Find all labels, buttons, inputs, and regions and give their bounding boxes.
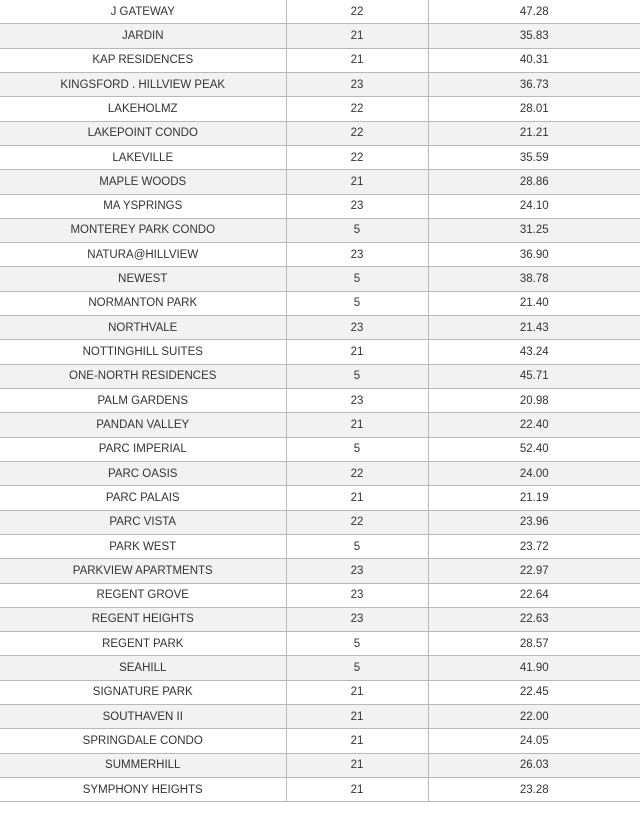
table-row — [0, 656, 640, 680]
district-cell: 5 — [286, 534, 428, 558]
district-cell: 5 — [286, 267, 428, 291]
value-cell: 41.90 — [428, 656, 640, 680]
table-row — [0, 437, 640, 461]
value-cell: 22.97 — [428, 559, 640, 583]
value-cell: 36.90 — [428, 243, 640, 267]
project-name-cell: PARC OASIS — [0, 461, 286, 485]
table-row — [0, 145, 640, 169]
value-cell: 22.63 — [428, 607, 640, 631]
project-name-cell: NORTHVALE — [0, 316, 286, 340]
table-row — [0, 194, 640, 218]
project-name-cell: NATURA@HILLVIEW — [0, 243, 286, 267]
district-cell: 23 — [286, 389, 428, 413]
project-name-cell: SPRINGDALE CONDO — [0, 729, 286, 753]
project-name-cell: ONE-NORTH RESIDENCES — [0, 364, 286, 388]
table-row — [0, 291, 640, 315]
district-cell: 23 — [286, 607, 428, 631]
project-name-cell: NORMANTON PARK — [0, 291, 286, 315]
project-name-cell: MAPLE WOODS — [0, 170, 286, 194]
district-cell: 23 — [286, 243, 428, 267]
district-cell: 23 — [286, 316, 428, 340]
project-name-cell: PANDAN VALLEY — [0, 413, 286, 437]
district-cell: 5 — [286, 656, 428, 680]
value-cell: 45.71 — [428, 364, 640, 388]
table-row — [0, 72, 640, 96]
value-cell: 24.05 — [428, 729, 640, 753]
district-cell: 21 — [286, 413, 428, 437]
district-cell: 21 — [286, 705, 428, 729]
project-name-cell: PARK WEST — [0, 534, 286, 558]
project-name-cell: SOUTHAVEN II — [0, 705, 286, 729]
value-cell: 31.25 — [428, 218, 640, 242]
project-name-cell: LAKEVILLE — [0, 145, 286, 169]
table-row — [0, 632, 640, 656]
table-row — [0, 24, 640, 48]
table-row — [0, 461, 640, 485]
project-name-cell: PARC IMPERIAL — [0, 437, 286, 461]
value-cell: 40.31 — [428, 48, 640, 72]
value-cell: 22.45 — [428, 680, 640, 704]
table-row — [0, 340, 640, 364]
value-cell: 24.00 — [428, 461, 640, 485]
district-cell: 5 — [286, 291, 428, 315]
table-row — [0, 267, 640, 291]
project-name-cell: NOTTINGHILL SUITES — [0, 340, 286, 364]
project-name-cell: SEAHILL — [0, 656, 286, 680]
table-row — [0, 218, 640, 242]
value-cell: 24.10 — [428, 194, 640, 218]
district-cell: 21 — [286, 680, 428, 704]
value-cell: 21.43 — [428, 316, 640, 340]
value-cell: 35.59 — [428, 145, 640, 169]
district-cell: 5 — [286, 218, 428, 242]
project-name-cell: SUMMERHILL — [0, 753, 286, 777]
value-cell: 21.40 — [428, 291, 640, 315]
value-cell: 21.19 — [428, 486, 640, 510]
table-row — [0, 680, 640, 704]
district-cell: 21 — [286, 24, 428, 48]
table-row — [0, 170, 640, 194]
table-row — [0, 48, 640, 72]
table-row — [0, 364, 640, 388]
project-name-cell: JARDIN — [0, 24, 286, 48]
district-cell: 22 — [286, 461, 428, 485]
table-row — [0, 0, 640, 24]
table-row — [0, 583, 640, 607]
project-name-cell: LAKEPOINT CONDO — [0, 121, 286, 145]
table-row — [0, 753, 640, 777]
district-cell: 23 — [286, 583, 428, 607]
value-cell: 22.64 — [428, 583, 640, 607]
value-cell: 43.24 — [428, 340, 640, 364]
table-row — [0, 705, 640, 729]
district-cell: 23 — [286, 72, 428, 96]
district-cell: 22 — [286, 0, 428, 24]
project-name-cell: REGENT HEIGHTS — [0, 607, 286, 631]
district-cell: 21 — [286, 753, 428, 777]
district-cell: 22 — [286, 145, 428, 169]
project-name-cell: REGENT PARK — [0, 632, 286, 656]
district-cell: 23 — [286, 194, 428, 218]
district-cell: 21 — [286, 170, 428, 194]
project-name-cell: NEWEST — [0, 267, 286, 291]
project-name-cell: J GATEWAY — [0, 0, 286, 24]
project-name-cell: LAKEHOLMZ — [0, 97, 286, 121]
project-name-cell: SYMPHONY HEIGHTS — [0, 778, 286, 802]
project-name-cell: PARKVIEW APARTMENTS — [0, 559, 286, 583]
value-cell: 28.57 — [428, 632, 640, 656]
district-cell: 5 — [286, 364, 428, 388]
district-cell: 22 — [286, 510, 428, 534]
value-cell: 28.86 — [428, 170, 640, 194]
value-cell: 36.73 — [428, 72, 640, 96]
table-row — [0, 607, 640, 631]
table-row — [0, 121, 640, 145]
project-name-cell: MONTEREY PARK CONDO — [0, 218, 286, 242]
value-cell: 22.00 — [428, 705, 640, 729]
value-cell: 23.28 — [428, 778, 640, 802]
value-cell: 23.72 — [428, 534, 640, 558]
value-cell: 22.40 — [428, 413, 640, 437]
value-cell: 21.21 — [428, 121, 640, 145]
table-row — [0, 534, 640, 558]
value-cell: 28.01 — [428, 97, 640, 121]
project-name-cell: PARC VISTA — [0, 510, 286, 534]
table-row — [0, 486, 640, 510]
table-row — [0, 729, 640, 753]
district-cell: 5 — [286, 632, 428, 656]
project-name-cell: KAP RESIDENCES — [0, 48, 286, 72]
table-row — [0, 778, 640, 802]
district-cell: 21 — [286, 486, 428, 510]
value-cell: 38.78 — [428, 267, 640, 291]
table-row — [0, 559, 640, 583]
district-cell: 22 — [286, 121, 428, 145]
value-cell: 26.03 — [428, 753, 640, 777]
table-row — [0, 316, 640, 340]
district-cell: 21 — [286, 729, 428, 753]
district-cell: 21 — [286, 778, 428, 802]
district-cell: 23 — [286, 559, 428, 583]
project-name-cell: REGENT GROVE — [0, 583, 286, 607]
project-name-cell: KINGSFORD . HILLVIEW PEAK — [0, 72, 286, 96]
value-cell: 23.96 — [428, 510, 640, 534]
value-cell: 47.28 — [428, 0, 640, 24]
table-row — [0, 510, 640, 534]
district-cell: 21 — [286, 340, 428, 364]
district-cell: 22 — [286, 97, 428, 121]
table-row — [0, 97, 640, 121]
district-cell: 5 — [286, 437, 428, 461]
project-name-cell: PARC PALAIS — [0, 486, 286, 510]
project-name-cell: MA YSPRINGS — [0, 194, 286, 218]
district-cell: 21 — [286, 48, 428, 72]
table-row — [0, 243, 640, 267]
value-cell: 35.83 — [428, 24, 640, 48]
value-cell: 20.98 — [428, 389, 640, 413]
table-row — [0, 413, 640, 437]
project-name-cell: PALM GARDENS — [0, 389, 286, 413]
project-name-cell: SIGNATURE PARK — [0, 680, 286, 704]
value-cell: 52.40 — [428, 437, 640, 461]
table-row — [0, 389, 640, 413]
